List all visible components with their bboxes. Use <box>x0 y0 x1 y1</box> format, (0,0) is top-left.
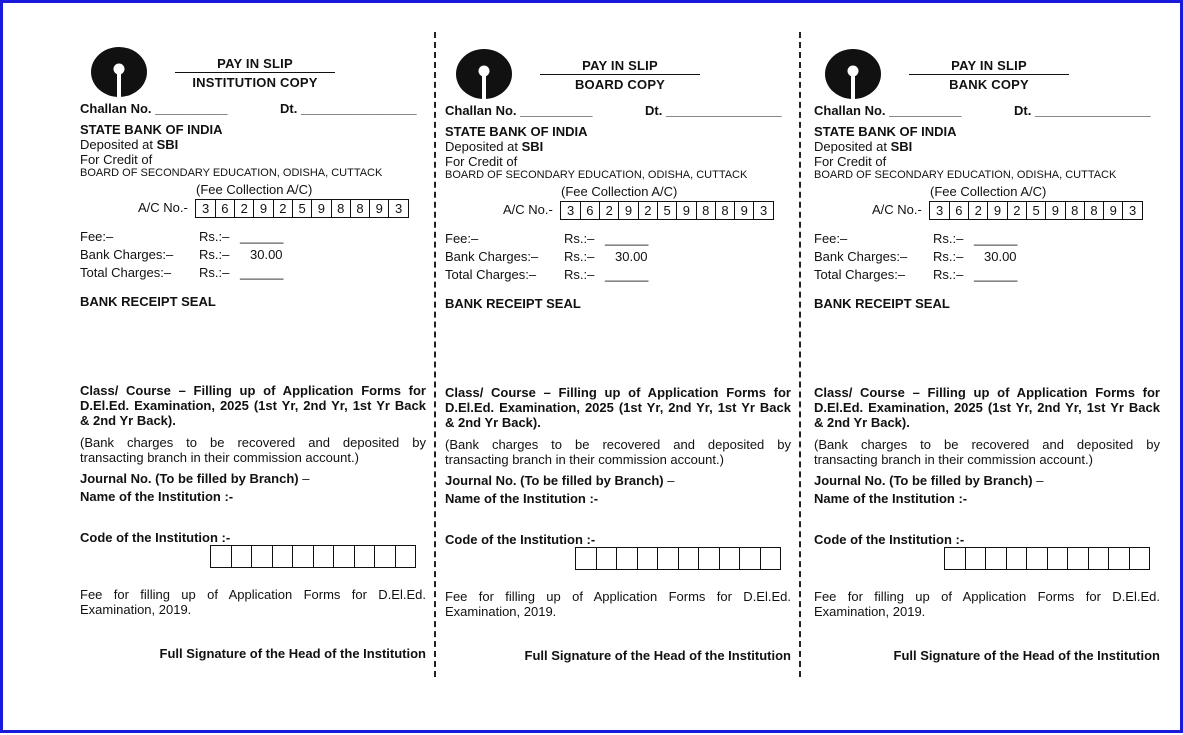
bank-charges-note: (Bank charges to be recovered and deposited by transacting branch in their commission account.) <box>445 437 791 467</box>
institution-code-label: Code of the Institution :- <box>445 532 596 547</box>
account-digit: 9 <box>988 202 1007 219</box>
for-credit-label: For Credit of <box>445 154 518 169</box>
total-charges-label: Total Charges:– <box>445 267 537 282</box>
pay-in-slip <box>814 2 1164 735</box>
account-digit: 8 <box>716 202 735 219</box>
journal-number-dash: – <box>298 471 310 486</box>
pay-in-slip <box>445 2 795 735</box>
institution-code-boxes <box>944 547 1150 570</box>
account-digit: 3 <box>561 202 580 219</box>
bank-name: STATE BANK OF INDIA <box>80 122 223 137</box>
account-digit: 5 <box>658 202 677 219</box>
code-digit-box[interactable] <box>355 546 376 567</box>
beneficiary-name: BOARD OF SECONDARY EDUCATION, ODISHA, CUTTACK <box>814 169 1117 181</box>
fee-rs: Rs.:– <box>564 231 595 246</box>
challan-number: Challan No. __________ <box>814 103 962 118</box>
total-charges-label: Total Charges:– <box>80 265 172 280</box>
bank-charges-label: Bank Charges:– <box>80 247 174 262</box>
code-digit-box[interactable] <box>1027 548 1048 569</box>
account-digit: 6 <box>581 202 600 219</box>
account-digit: 2 <box>600 202 619 219</box>
bank-name: STATE BANK OF INDIA <box>814 124 957 139</box>
slip-title-block <box>175 56 335 90</box>
journal-number <box>80 471 309 486</box>
slip-title: PAY IN SLIP <box>175 56 335 73</box>
class-course: Class/ Course – Filling up of Application Forms for D.El.Ed. Examination, 2025 (1st Yr, 2nd Yr, 1st Yr Back & 2nd Yr Back). <box>814 385 1160 430</box>
total-charges-rs: Rs.:– <box>564 267 595 282</box>
code-digit-box[interactable] <box>1130 548 1150 569</box>
signature-line: Full Signature of the Head of the Institution <box>524 648 791 663</box>
bank-receipt-seal: BANK RECEIPT SEAL <box>814 296 950 311</box>
code-digit-box[interactable] <box>761 548 781 569</box>
challan-number: Challan No. __________ <box>445 103 593 118</box>
code-digit-box[interactable] <box>1109 548 1130 569</box>
account-digit: 6 <box>216 200 235 217</box>
bank-charges-rs: Rs.:– <box>933 249 964 264</box>
code-digit-box[interactable] <box>966 548 987 569</box>
code-digit-box[interactable] <box>740 548 761 569</box>
code-digit-box[interactable] <box>945 548 966 569</box>
fee-amount: ______ <box>240 229 284 244</box>
account-digit: 2 <box>235 200 254 217</box>
bank-charges-note: (Bank charges to be recovered and deposited by transacting branch in their commission account.) <box>80 435 426 465</box>
code-digit-box[interactable] <box>1048 548 1069 569</box>
slip-title: PAY IN SLIP <box>909 58 1069 75</box>
journal-number-dash: – <box>1032 473 1044 488</box>
bank-receipt-seal: BANK RECEIPT SEAL <box>80 294 216 309</box>
slip-title-block <box>540 58 700 92</box>
fee-collection-account: (Fee Collection A/C) <box>561 184 678 199</box>
account-digit: 8 <box>1085 202 1104 219</box>
deposited-at-label: Deposited at <box>80 137 157 152</box>
account-number-label: A/C No.- <box>872 201 922 217</box>
slip-title-block <box>909 58 1069 92</box>
account-digit: 2 <box>1008 202 1027 219</box>
fee-label: Fee:– <box>445 231 479 246</box>
account-number-label: A/C No.- <box>503 201 553 217</box>
copy-type: BANK COPY <box>949 77 1029 92</box>
fee-amount: ______ <box>974 231 1018 246</box>
institution-name-label: Name of the Institution :- <box>814 491 968 506</box>
signature-line: Full Signature of the Head of the Institution <box>159 646 426 661</box>
bank-charges-note: (Bank charges to be recovered and deposited by transacting branch in their commission account.) <box>814 437 1160 467</box>
account-digit: 9 <box>735 202 754 219</box>
code-digit-box[interactable] <box>1089 548 1110 569</box>
total-charges-amount: ______ <box>240 265 284 280</box>
code-digit-box[interactable] <box>638 548 659 569</box>
deposited-at-label: Deposited at <box>445 139 522 154</box>
account-digit: 3 <box>394 201 403 216</box>
code-digit-box[interactable] <box>314 546 335 567</box>
code-digit-box[interactable] <box>699 548 720 569</box>
account-digit: 2 <box>969 202 988 219</box>
code-digit-box[interactable] <box>252 546 273 567</box>
code-digit-box[interactable] <box>658 548 679 569</box>
challan-number: Challan No. __________ <box>80 101 228 116</box>
account-digit: 9 <box>1046 202 1065 219</box>
bank-charges-label: Bank Charges:– <box>814 249 908 264</box>
account-digit: 9 <box>254 200 273 217</box>
account-digit: 5 <box>293 200 312 217</box>
code-digit-box[interactable] <box>1007 548 1028 569</box>
journal-number-label: Journal No. (To be filled by Branch) <box>80 471 299 486</box>
account-digit: 9 <box>312 200 331 217</box>
fee-rs: Rs.:– <box>933 231 964 246</box>
account-digit: 9 <box>370 200 389 217</box>
code-digit-box[interactable] <box>1068 548 1089 569</box>
account-digit: 9 <box>677 202 696 219</box>
account-digit: 9 <box>1104 202 1123 219</box>
total-charges-label: Total Charges:– <box>814 267 906 282</box>
date-field: Dt. ________________ <box>1014 103 1151 118</box>
institution-name-label: Name of the Institution :- <box>445 491 599 506</box>
beneficiary-name: BOARD OF SECONDARY EDUCATION, ODISHA, CUTTACK <box>445 169 748 181</box>
code-digit-box[interactable] <box>679 548 700 569</box>
deposited-at-bank: SBI <box>156 137 179 152</box>
fee-rs: Rs.:– <box>199 229 230 244</box>
account-digit: 2 <box>639 202 658 219</box>
institution-name-label: Name of the Institution :- <box>80 489 234 504</box>
account-digit: 3 <box>1128 203 1137 218</box>
account-digit: 9 <box>619 202 638 219</box>
class-course: Class/ Course – Filling up of Application Forms for D.El.Ed. Examination, 2025 (1st Yr, 2nd Yr, 1st Yr Back & 2nd Yr Back). <box>80 383 426 428</box>
code-digit-box[interactable] <box>273 546 294 567</box>
bank-charges-rs: Rs.:– <box>199 247 230 262</box>
institution-code-boxes <box>210 545 416 568</box>
code-digit-box[interactable] <box>232 546 253 567</box>
fee-note: Fee for filling up of Application Forms for D.El.Ed. Examination, 2019. <box>814 589 1160 619</box>
deposited-at <box>445 139 543 154</box>
sbi-logo-icon <box>825 49 881 99</box>
deposited-at <box>80 137 178 152</box>
bank-charges-amount: 30.00 <box>984 249 1017 264</box>
account-digit: 8 <box>697 202 716 219</box>
code-digit-box[interactable] <box>597 548 618 569</box>
bank-name: STATE BANK OF INDIA <box>445 124 588 139</box>
deposited-at-label: Deposited at <box>814 139 891 154</box>
account-number-boxes <box>560 201 773 220</box>
account-number-row <box>138 199 409 218</box>
account-digit: 8 <box>351 200 370 217</box>
journal-number-dash: – <box>663 473 675 488</box>
account-digit: 8 <box>1066 202 1085 219</box>
total-charges-amount: ______ <box>605 267 649 282</box>
bank-charges-label: Bank Charges:– <box>445 249 539 264</box>
journal-number <box>445 473 674 488</box>
institution-code-boxes <box>575 547 781 570</box>
bank-receipt-seal: BANK RECEIPT SEAL <box>445 296 581 311</box>
account-digit: 8 <box>332 200 351 217</box>
total-charges-rs: Rs.:– <box>933 267 964 282</box>
code-digit-box[interactable] <box>617 548 638 569</box>
cut-line <box>434 32 436 677</box>
account-number-row <box>503 201 774 220</box>
fee-collection-account: (Fee Collection A/C) <box>196 182 313 197</box>
for-credit-label: For Credit of <box>814 154 887 169</box>
bank-charges-amount: 30.00 <box>615 249 648 264</box>
journal-number <box>814 473 1043 488</box>
fee-label: Fee:– <box>80 229 114 244</box>
account-digit: 5 <box>1027 202 1046 219</box>
code-digit-box[interactable] <box>720 548 741 569</box>
class-course: Class/ Course – Filling up of Application Forms for D.El.Ed. Examination, 2025 (1st Yr, 2nd Yr, 1st Yr Back & 2nd Yr Back). <box>445 385 791 430</box>
code-digit-box[interactable] <box>576 548 597 569</box>
for-credit-label: For Credit of <box>80 152 153 167</box>
account-digit: 6 <box>950 202 969 219</box>
account-digit: 2 <box>274 200 293 217</box>
fee-collection-account: (Fee Collection A/C) <box>930 184 1047 199</box>
fee-note: Fee for filling up of Application Forms for D.El.Ed. Examination, 2019. <box>445 589 791 619</box>
account-number-row <box>872 201 1143 220</box>
sbi-logo-icon <box>456 49 512 99</box>
pay-in-slip <box>80 0 430 733</box>
account-number-boxes <box>195 199 408 218</box>
fee-note: Fee for filling up of Application Forms for D.El.Ed. Examination, 2019. <box>80 587 426 617</box>
beneficiary-name: BOARD OF SECONDARY EDUCATION, ODISHA, CUTTACK <box>80 167 383 179</box>
total-charges-rs: Rs.:– <box>199 265 230 280</box>
date-field: Dt. ________________ <box>280 101 417 116</box>
account-number-boxes <box>929 201 1142 220</box>
signature-line: Full Signature of the Head of the Institution <box>893 648 1160 663</box>
sbi-logo-icon <box>91 47 147 97</box>
account-digit: 3 <box>930 202 949 219</box>
deposited-at-bank: SBI <box>890 139 913 154</box>
bank-charges-amount: 30.00 <box>250 247 283 262</box>
fee-label: Fee:– <box>814 231 848 246</box>
account-number-label: A/C No.- <box>138 199 188 215</box>
copy-type: INSTITUTION COPY <box>192 75 318 90</box>
account-digit: 3 <box>196 200 215 217</box>
code-digit-box[interactable] <box>986 548 1007 569</box>
deposited-at <box>814 139 912 154</box>
institution-code-label: Code of the Institution :- <box>814 532 965 547</box>
code-digit-box[interactable] <box>396 546 416 567</box>
code-digit-box[interactable] <box>375 546 396 567</box>
account-digit: 3 <box>759 203 768 218</box>
institution-code-label: Code of the Institution :- <box>80 530 231 545</box>
deposited-at-bank: SBI <box>521 139 544 154</box>
journal-number-label: Journal No. (To be filled by Branch) <box>814 473 1033 488</box>
journal-number-label: Journal No. (To be filled by Branch) <box>445 473 664 488</box>
bank-charges-rs: Rs.:– <box>564 249 595 264</box>
total-charges-amount: ______ <box>974 267 1018 282</box>
code-digit-box[interactable] <box>211 546 232 567</box>
code-digit-box[interactable] <box>334 546 355 567</box>
copy-type: BOARD COPY <box>574 77 666 92</box>
code-digit-box[interactable] <box>293 546 314 567</box>
date-field: Dt. ________________ <box>645 103 782 118</box>
slip-title: PAY IN SLIP <box>540 58 700 75</box>
cut-line <box>799 32 801 677</box>
fee-amount: ______ <box>605 231 649 246</box>
